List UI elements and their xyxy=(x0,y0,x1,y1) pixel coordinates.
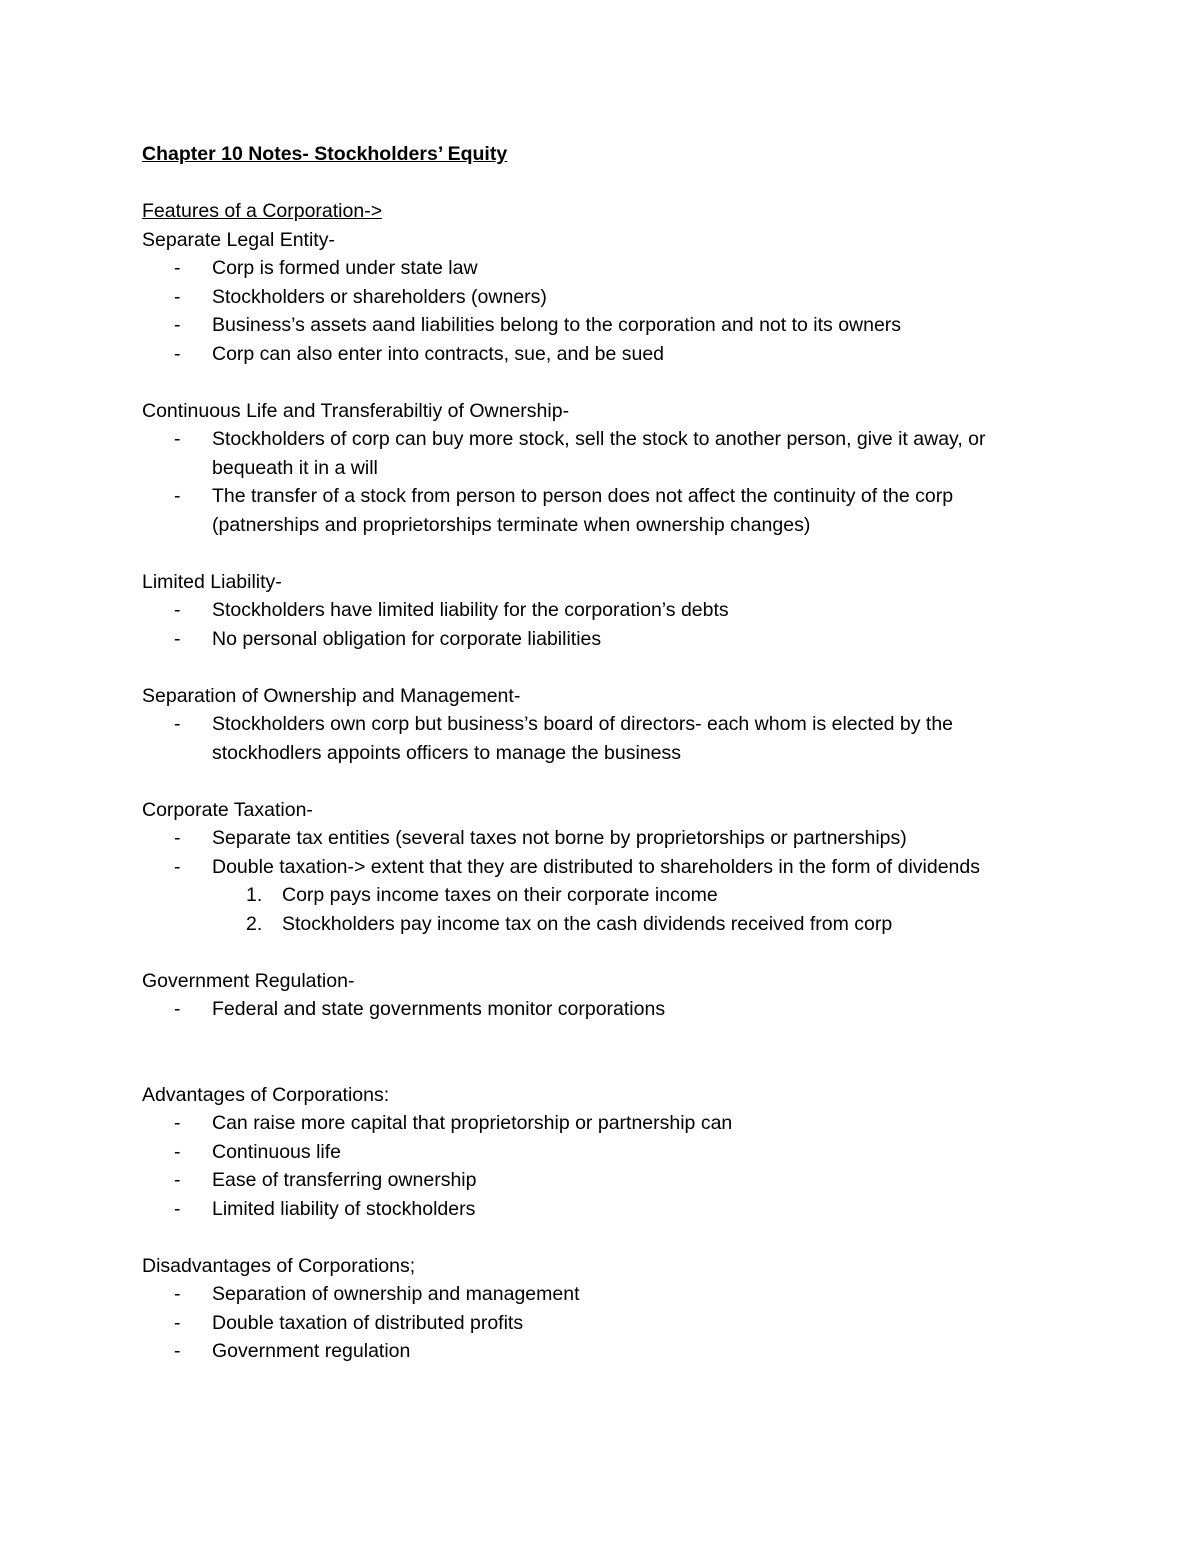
list-item xyxy=(174,1109,1062,1138)
list-item xyxy=(174,596,1062,625)
list-item xyxy=(174,311,1062,340)
list-item xyxy=(174,254,1062,283)
section-heading-government: Government Regulation- xyxy=(142,969,355,992)
dash-bullet: - xyxy=(174,627,181,650)
list-item-text: Separate tax entities (several taxes not borne by proprietorships or partnerships) xyxy=(212,827,907,849)
list-item xyxy=(174,1280,1062,1309)
dash-bullet: - xyxy=(174,1112,181,1134)
spacer xyxy=(142,539,1062,568)
dash-bullet: - xyxy=(174,1140,181,1163)
taxation-numbered-list xyxy=(212,881,1062,938)
continuous-life-list xyxy=(142,425,1062,539)
list-item-text: No personal obligation for corporate liabilities xyxy=(212,627,602,650)
dash-bullet: - xyxy=(174,342,181,365)
document-title: Chapter 10 Notes- Stockholders’ Equity xyxy=(142,143,508,165)
list-item xyxy=(174,482,1062,539)
spacer xyxy=(142,169,1062,198)
dash-bullet: - xyxy=(174,1283,181,1305)
list-item-text: Limited liability of stockholders xyxy=(212,1197,476,1220)
disadvantages-list xyxy=(142,1280,1062,1366)
dash-bullet: - xyxy=(174,257,181,279)
dash-bullet: - xyxy=(174,713,181,735)
list-item-text: Ease of transferring ownership xyxy=(212,1169,477,1191)
document-page xyxy=(142,140,1062,1366)
section-heading-limited-liability: Limited Liability- xyxy=(142,570,282,593)
separation-list xyxy=(142,710,1062,767)
dash-bullet: - xyxy=(174,1340,181,1362)
list-item xyxy=(174,853,1062,939)
list-item xyxy=(174,995,1062,1024)
spacer xyxy=(142,1024,1062,1081)
section-heading-legal-entity: Separate Legal Entity- xyxy=(142,228,335,251)
list-item xyxy=(174,1309,1062,1338)
list-item-text: Federal and state governments monitor corporations xyxy=(212,998,666,1020)
dash-bullet: - xyxy=(174,998,181,1020)
dash-bullet: - xyxy=(174,855,181,878)
spacer xyxy=(142,938,1062,967)
limited-liability-list xyxy=(142,596,1062,653)
section-heading-continuous-life: Continuous Life and Transferabiltiy of Ownership- xyxy=(142,399,570,422)
section-heading-separation: Separation of Ownership and Management- xyxy=(142,684,521,707)
list-item xyxy=(174,283,1062,312)
list-item-text: The transfer of a stock from person to person does not affect the continuity of the corp (patnerships and proprietorships terminate when ownership changes) xyxy=(212,485,954,536)
list-item xyxy=(174,710,1062,767)
spacer xyxy=(142,653,1062,682)
spacer xyxy=(142,1223,1062,1252)
section-heading-taxation: Corporate Taxation- xyxy=(142,798,313,821)
dash-bullet: - xyxy=(174,285,181,308)
number-marker: 2. xyxy=(246,912,263,935)
government-list xyxy=(142,995,1062,1024)
section-heading-advantages: Advantages of Corporations: xyxy=(142,1083,390,1106)
list-item xyxy=(174,625,1062,654)
list-item-text: Stockholders or shareholders (owners) xyxy=(212,285,547,308)
advantages-list xyxy=(142,1109,1062,1223)
taxation-list xyxy=(142,824,1062,938)
list-item-text: Stockholders have limited liability for the corporation’s debts xyxy=(212,599,729,621)
dash-bullet: - xyxy=(174,1197,181,1220)
list-item-text: Separation of ownership and management xyxy=(212,1283,580,1305)
list-item xyxy=(174,1195,1062,1224)
list-item-text: Stockholders of corp can buy more stock, sell the stock to another person, give it away, or bequeath it in a will xyxy=(212,428,986,479)
list-item-text: Business’s assets aand liabilities belong to the corporation and not to its owners xyxy=(212,314,902,336)
numbered-item-text: Stockholders pay income tax on the cash dividends received from corp xyxy=(282,912,893,935)
list-item xyxy=(174,340,1062,369)
list-item xyxy=(174,1337,1062,1366)
list-item xyxy=(174,425,1062,482)
dash-bullet: - xyxy=(174,1169,181,1191)
list-item-text: Corp is formed under state law xyxy=(212,257,478,279)
dash-bullet: - xyxy=(174,1311,181,1334)
list-item xyxy=(174,824,1062,853)
list-item-text: Continuous life xyxy=(212,1140,341,1163)
dash-bullet: - xyxy=(174,428,181,450)
dash-bullet: - xyxy=(174,314,181,336)
dash-bullet: - xyxy=(174,827,181,849)
dash-bullet: - xyxy=(174,485,181,507)
list-item-text: Can raise more capital that proprietorship or partnership can xyxy=(212,1112,733,1134)
list-item-text: Double taxation-> extent that they are distributed to shareholders in the form of dividends xyxy=(212,855,980,878)
numbered-item xyxy=(246,881,1062,910)
section-heading-disadvantages: Disadvantages of Corporations; xyxy=(142,1254,416,1277)
spacer xyxy=(142,368,1062,397)
dash-bullet: - xyxy=(174,599,181,621)
list-item-text: Corp can also enter into contracts, sue, and be sued xyxy=(212,342,665,365)
list-item-text: Double taxation of distributed profits xyxy=(212,1311,524,1334)
list-item-text: Government regulation xyxy=(212,1340,411,1362)
list-item xyxy=(174,1138,1062,1167)
numbered-item-text: Corp pays income taxes on their corporate income xyxy=(282,884,718,906)
legal-entity-list xyxy=(142,254,1062,368)
list-item xyxy=(174,1166,1062,1195)
numbered-item xyxy=(246,910,1062,939)
number-marker: 1. xyxy=(246,884,263,906)
spacer xyxy=(142,767,1062,796)
list-item-text: Stockholders own corp but business’s board of directors- each whom is elected by the stockhodlers appoints officers to manage the business xyxy=(212,713,954,764)
features-heading: Features of a Corporation-> xyxy=(142,200,383,222)
